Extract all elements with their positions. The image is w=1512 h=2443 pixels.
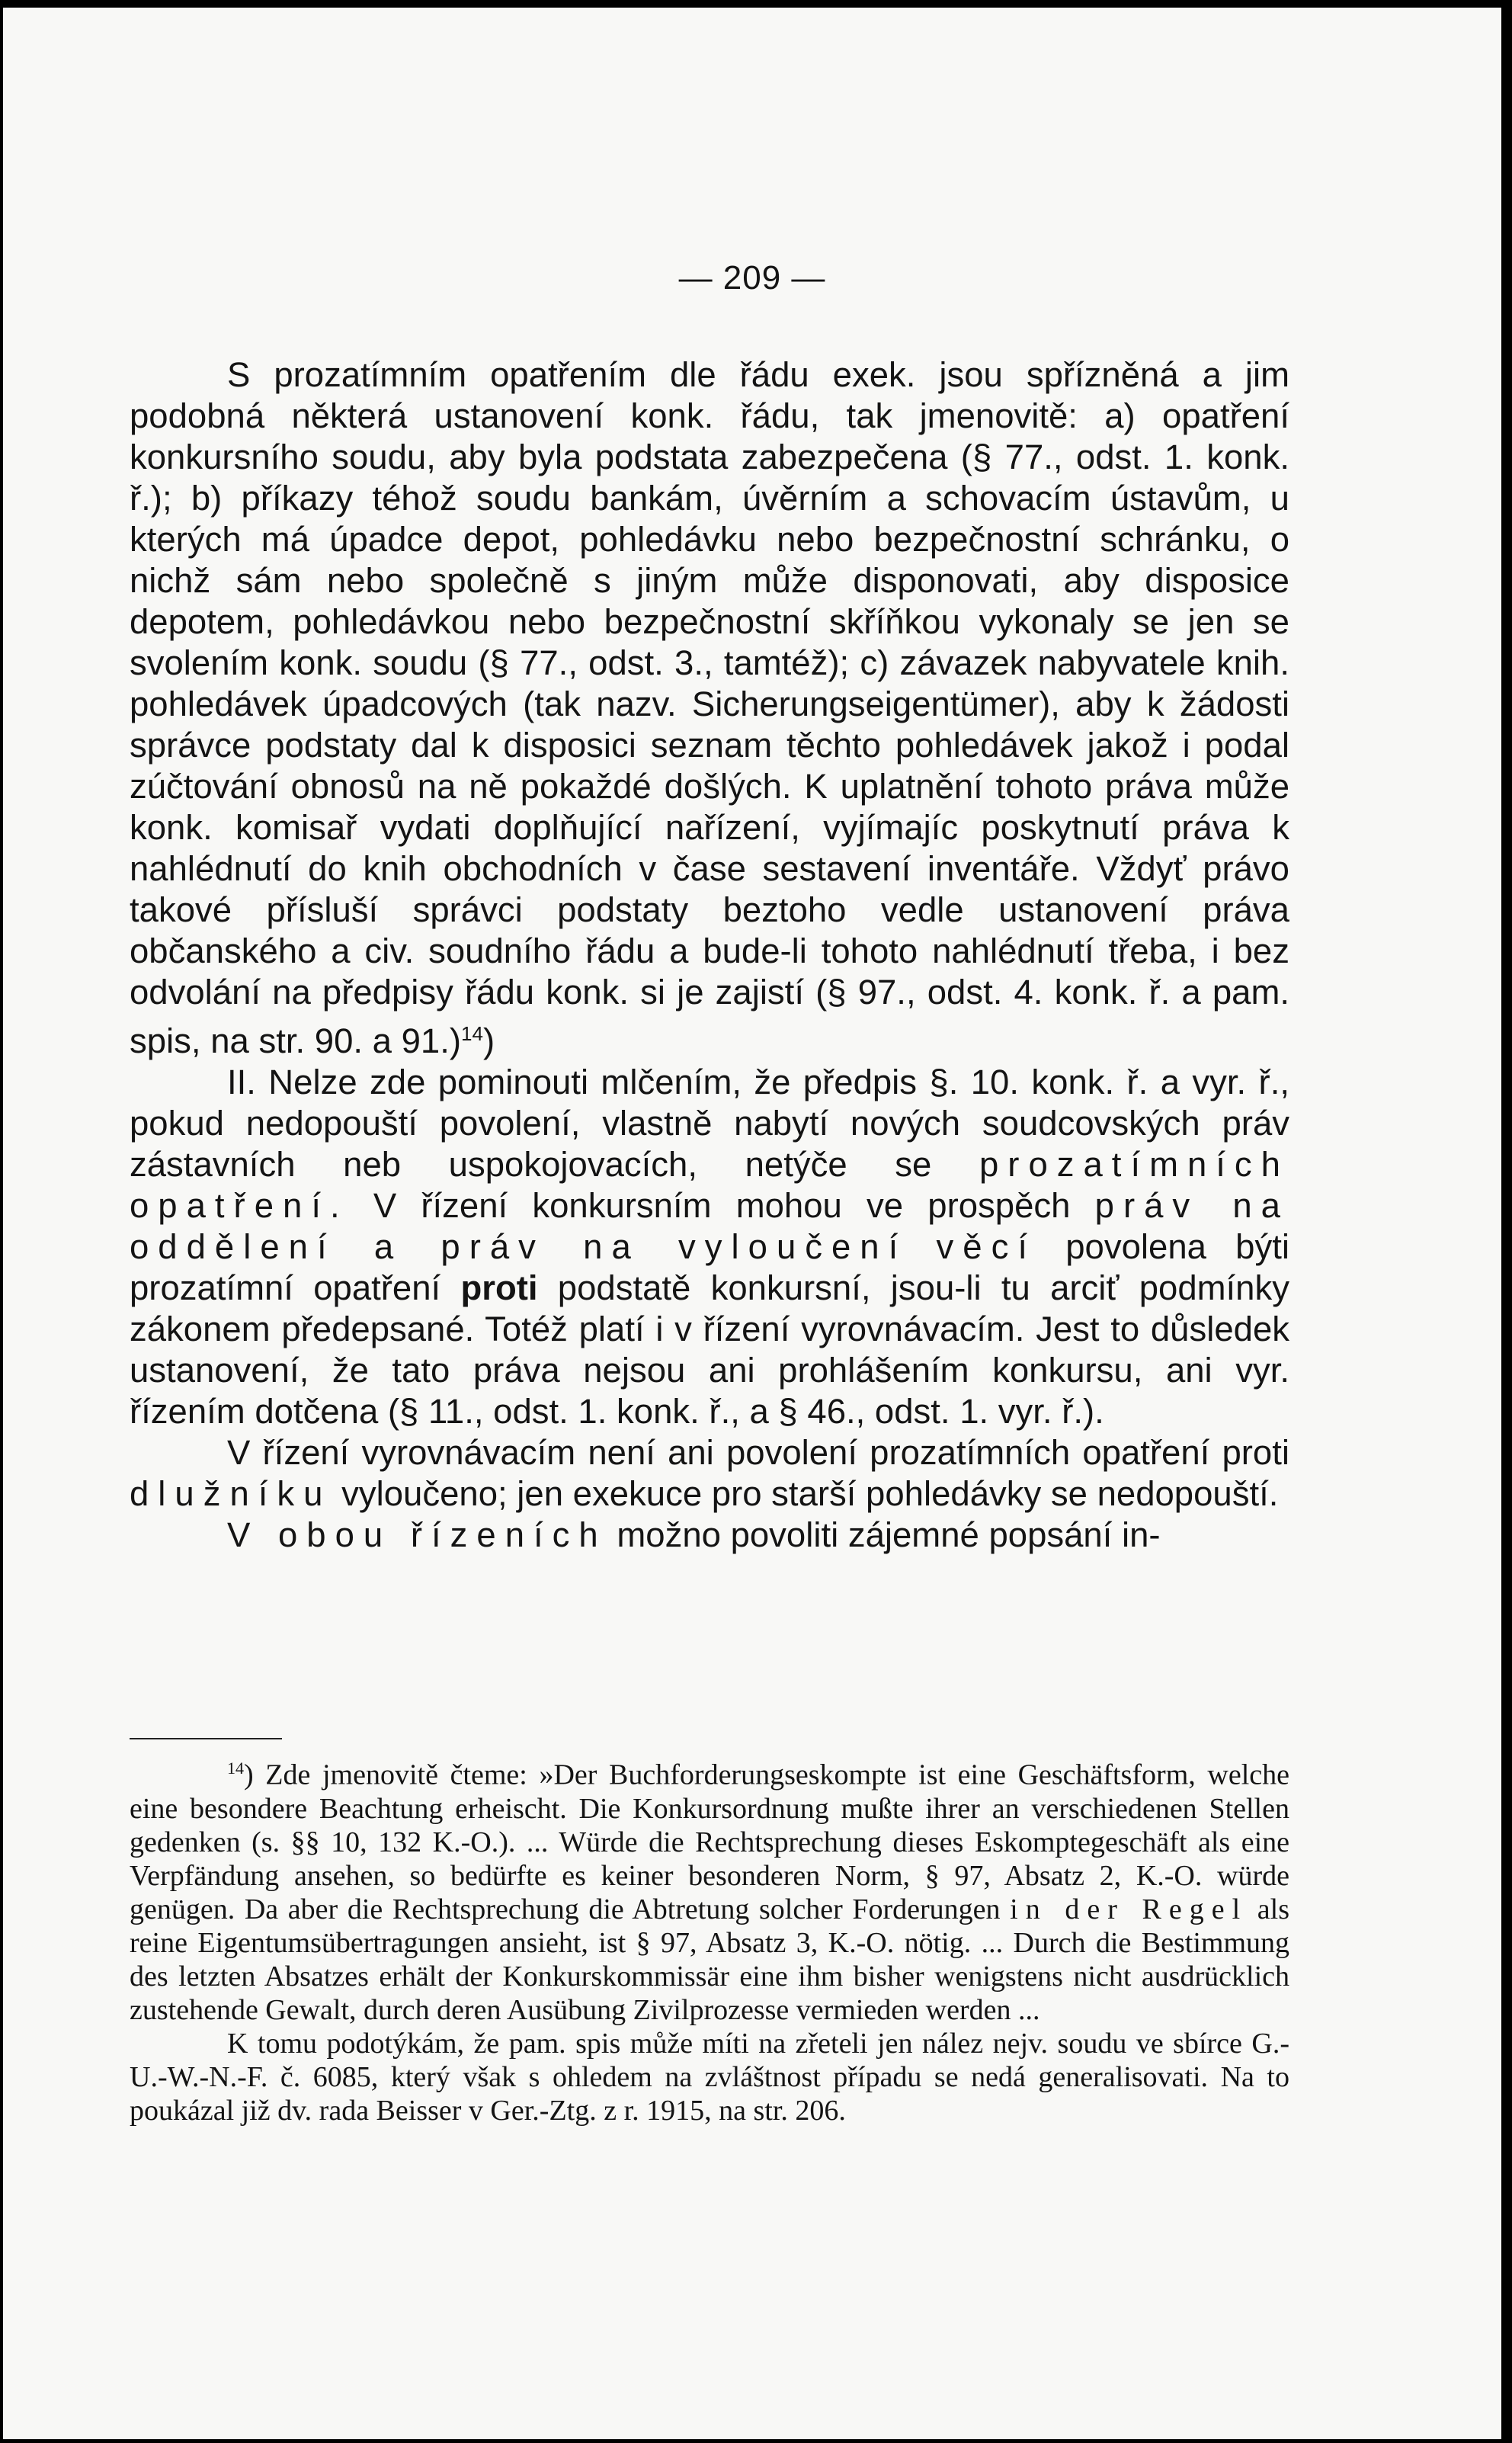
footnotes <box>130 1752 1289 2127</box>
paragraph-1: S prozatímním opatřením dle řádu exek. jsou spřízněná a jim podobná některá ustanovení konk. řádu, tak jmenovitě: a) opatření konkursního soudu, aby byla podstata zabezpečena (§ 77., odst. 1. konk. ř.); b) příkazy téhož soudu bankám, úvěrním a schovacím ústavům, u kterých má úpadce depot, pohledávku nebo bezpečnostní schránku, o nichž sám nebo společně s jiným může disponovati, aby disposice depotem, pohledávkou nebo bezpečnostní skříňkou vykonaly se jen se svolením konk. soudu (§ 77., odst. 3., tamtéž); c) závazek nabyvatele knih. pohledávek úpadcových (tak nazv. Sicherungseigentümer), aby k žádosti správce podstaty dal k disposici seznam těchto pohledávek jakož i podal zúčtování obnosů na ně pokaždé došlých. K uplatnění tohoto práva může konk. komisař vydati doplňující nařízení, vyjímajíc poskytnutí práva k nahlédnutí do knih obchodních v čase sestavení inventáře. Vždyť právo takové přísluší správci podstaty beztoho vedle ustanovení práva občanského a civ. soudního řádu a bude-li tohoto nahlédnutí třeba, i bez odvolání na předpisy řádu konk. si je zajistí (§ 97., odst. 4. konk. ř. a pam. spis, na str. 90. a 91.)$^{14}$) <box>130 355 1289 1061</box>
paragraph-3: V řízení vyrovnávacím není ani povolení prozatímních opatření proti dlužníku vyloučeno; jen exekuce pro starší pohledávky se nedopouští. <box>130 1433 1289 1514</box>
footnote-ref-14: 14 <box>461 1022 483 1045</box>
spaced-emphasis: práv na oddělení a práv na vyloučení <box>130 1186 1289 1267</box>
footnote-continuation: K tomu podotýkám, že pam. spis může míti na zřeteli jen nález nejv. soudu ve sbírce G.-U.-W.-N.-F. č. 6085, který však s ohledem na zvláštnost případu se nedá generalisovati. Na to poukázal již dv. rada Beisser v Ger.-Ztg. z r. 1915, na str. 206. <box>130 2027 1289 2127</box>
bold-emphasis: proti <box>460 1268 538 1308</box>
footnote-divider <box>130 1738 282 1739</box>
paragraph-2: II. Nelze zde pominouti mlčením, že předpis §. 10. konk. ř. a vyr. ř., pokud nedopouští povolení, vlastně nabytí nových soudcovských práv zástavních neb uspokojovacích, netýče se prozatímních opatření. V řízení konkursním mohou ve prospěch práv na oddělení a práv na vyloučení věcí povolena býti prozatímní opatření proti podstatě konkursní, jsou-li tu arciť podmínky zákonem předepsané. Totéž platí i v řízení vyrovnávacím. Jest to důsledek ustanovení, že tato práva nejsou ani prohlášením konkursu, ani vyr. řízením dotčena (§ 11., odst. 1. konk. ř., a § 46., odst. 1. vyr. ř.). <box>130 1063 1289 1431</box>
spaced-emphasis: dlužníku <box>130 1474 332 1514</box>
scanned-page <box>3 8 1501 2439</box>
spaced-emphasis: prozatímních opatření. <box>130 1145 1289 1226</box>
footnote-14: $^{14}$) Zde jmenovitě čteme: »Der Buchforderungseskompte ist eine Geschäftsform, welche eine besondere Beachtung erheischt. Die Konkursordnung mußte ihrer an verschiedenen Stellen gedenken (s. §§ 10, 132 K.-O.). ... Würde die Rechtsprechung dieses Eskomptegeschäft als eine Verpfändung ansehen, so bedürfte es keiner besonderen Norm, § 97, Absatz 2, K.-O. würde genügen. Da aber die Rechtsprechung die Abtretung solcher Forderungen in der Regel als reine Eigentumsübertragungen ansieht, ist § 97, Absatz 3, K.-O. nötig. ... Durch die Bestimmung des letzten Absatzes erhält der Konkurskommissär eine ihm bisher wenigstens nicht ausdrücklich zustehende Gewalt, durch deren Ausübung Zivilprozesse vermieden werden ... <box>130 1759 1290 2026</box>
page-number: — 209 — <box>678 259 826 297</box>
body-text <box>130 354 1289 1556</box>
spaced-emphasis: V obou řízeních <box>227 1515 607 1555</box>
spaced-emphasis: in der Regel <box>1010 1893 1248 1925</box>
spaced-emphasis: věcí <box>936 1227 1036 1267</box>
paragraph-4: V obou řízeních možno povoliti zájemné popsání in- <box>227 1515 1161 1555</box>
footnote-marker: 14 <box>227 1759 244 1778</box>
